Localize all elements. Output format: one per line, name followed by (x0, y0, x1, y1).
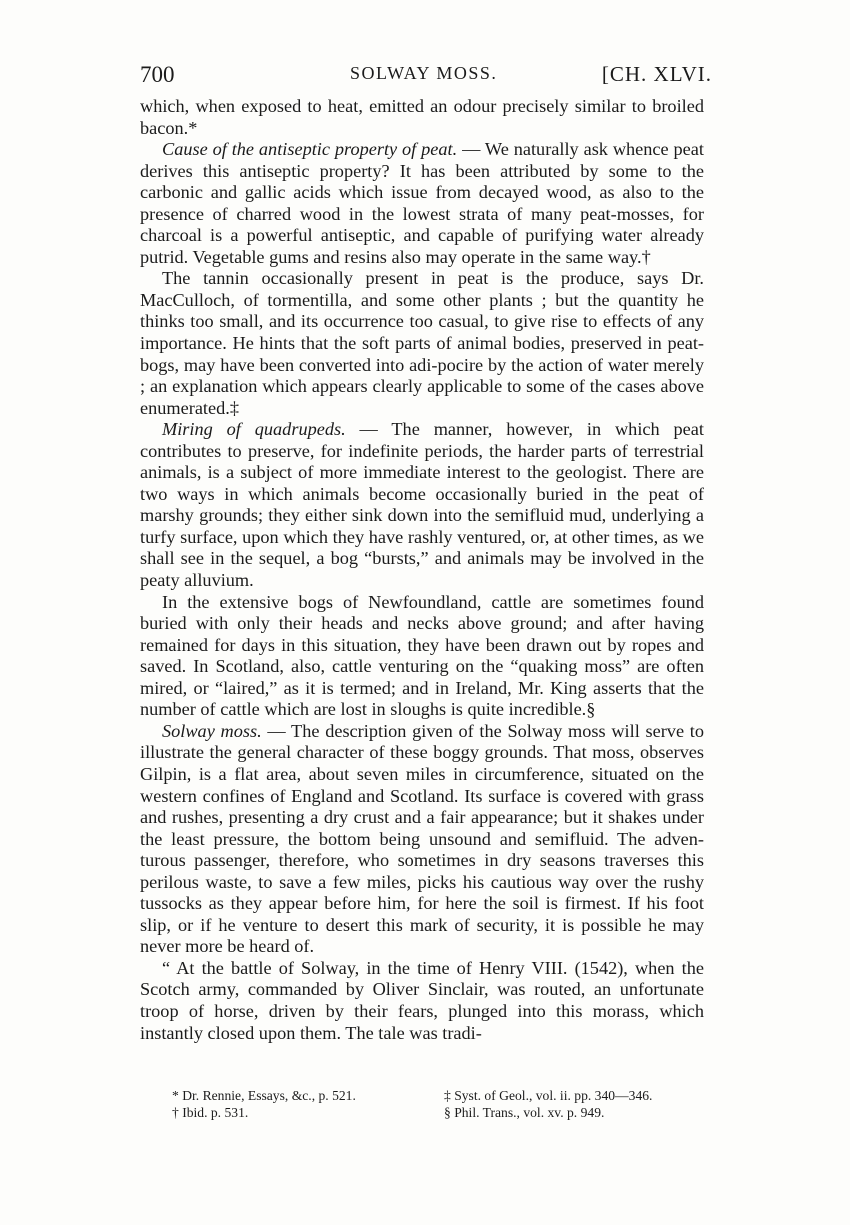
running-title: SOLWAY MOSS. (350, 63, 498, 83)
footnotes-right-column (444, 1087, 712, 1121)
footnotes-left-column (172, 1087, 422, 1121)
chapter-marker: [CH. XLVI. (601, 62, 712, 86)
running-header (140, 62, 712, 92)
paragraph (140, 958, 704, 1044)
paragraph-text: In the extensive bogs of Newfoundland, cattle are sometimes found buried with only their heads and necks above ground; and after having remained for days in this situation, they have been drawn out by ropes and saved. In Scotland, also, cattle venturing on the “quaking moss” are often mired, or “laired,” as it is termed; and in Ireland, Mr. King asserts that the number of cattle which are lost in sloughs is quite incredible.§ (140, 591, 704, 720)
paragraph (140, 139, 704, 268)
page-number: 700 (140, 62, 175, 87)
footnote: * Dr. Rennie, Essays, &c., p. 521. (172, 1088, 356, 1103)
paragraph-text: “ At the battle of Solway, in the time of Henry VIII. (1542), when the Scotch army, commanded by Oliver Sinclair, was routed, an unfortunate troop of horse, driven by their fears, plunged into this morass, which instantly closed upon them. The tale was tradi- (140, 957, 704, 1043)
paragraph (140, 419, 704, 591)
paragraph-text: — The description given of the Solway moss will serve to illustrate the general character of these boggy grounds. That moss, observes Gilpin, is a flat area, about seven miles in circumference, situated on the western confines of England and Scotland. Its surface is covered with grass and rushes, presenting a dry crust and a fair appearance; but it shakes under the least pressure, the bottom being unsound and semifluid. The adven-turous passenger, therefore, who sometimes in dry seasons traverses this perilous waste, to save a few miles, picks his cautious way over the rushy tussocks as they appear before him, for here the soil is firmest. If his foot slip, or if he venture to desert this mark of security, it is possible he may never more be heard of. (140, 720, 704, 957)
footnote: § Phil. Trans., vol. xv. p. 949. (444, 1105, 605, 1120)
paragraph (140, 592, 704, 721)
paragraph-text: which, when exposed to heat, emitted an odour precisely similar to broiled bacon.* (140, 96, 704, 138)
section-heading: Cause of the antiseptic property of peat. (162, 139, 458, 160)
paragraph (140, 96, 704, 139)
paragraph-text: — The manner, however, in which peat contributes to preserve, for indefinite periods, the harder parts of terrestrial animals, is a subject of more immediate interest to the geologist. There are two ways in which animals become occasionally buried in the peat of marshy grounds; they either sink down into the semifluid mud, underlying a turfy surface, upon which they have rashly ventured, or, at other times, as we shall see in the sequel, a bog “bursts,” and animals may be involved in the peaty alluvium. (140, 419, 704, 591)
paragraph-text: — We naturally ask whence peat derives this antiseptic property? It has been attributed by some to the carbonic and gallic acids which issue from decayed wood, as also to the presence of charred wood in the lowest strata of many peat-mosses, for charcoal is a powerful antiseptic, and capable of purifying water already putrid. Vegetable gums and resins also may operate in the same way.† (140, 139, 704, 267)
paragraph (140, 721, 704, 958)
paragraph (140, 268, 704, 419)
body-text (140, 96, 704, 1044)
paragraph-text: The tannin occasionally present in peat is the produce, says Dr. MacCulloch, of tormentilla, and some other plants ; but the quantity he thinks too small, and its occurrence too casual, to give rise to effects of any importance. He hints that the soft parts of animal bodies, preserved in peat-bogs, may have been converted into adi-pocire by the action of water merely ; an explanation which appears clearly applicable to some of the cases above enumerated.‡ (140, 268, 704, 418)
footnote: † Ibid. p. 531. (172, 1105, 249, 1120)
section-heading: Miring of quadrupeds. (162, 419, 346, 440)
footnote: ‡ Syst. of Geol., vol. ii. pp. 340—346. (444, 1088, 653, 1103)
section-heading: Solway moss. (162, 720, 262, 741)
